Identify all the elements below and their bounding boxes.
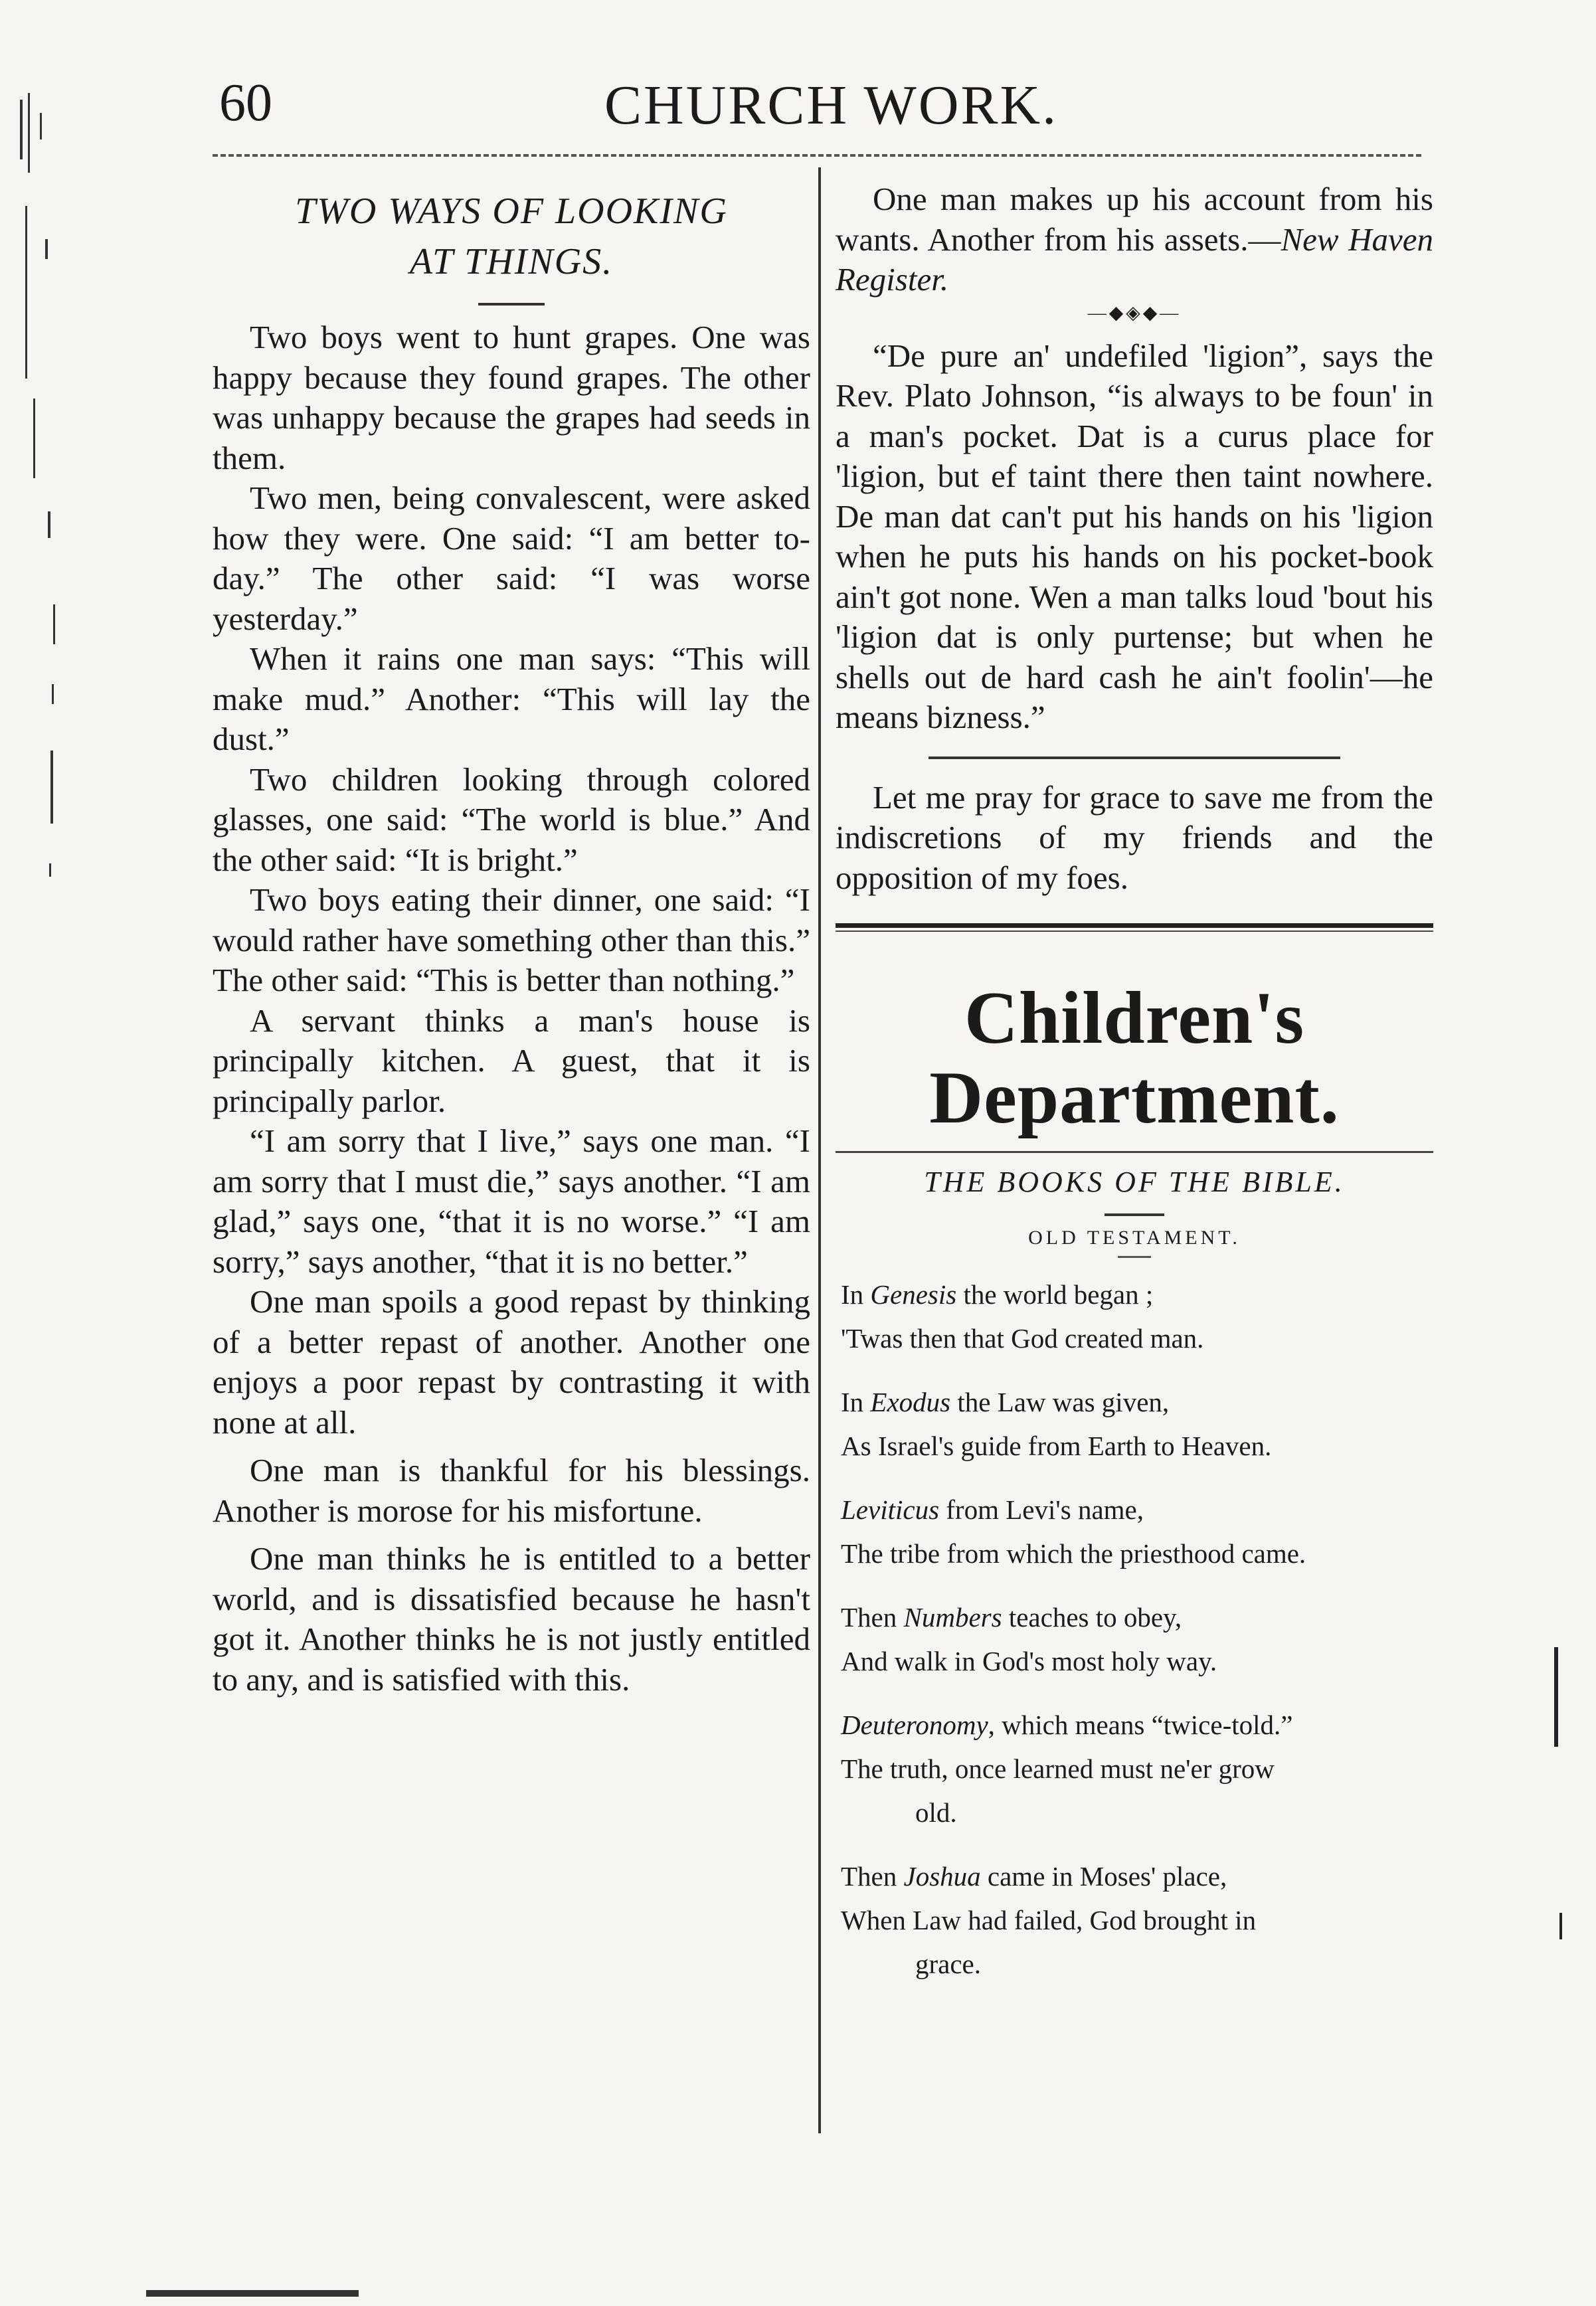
column-divider	[818, 167, 821, 2133]
bottom-edge-mark	[146, 2290, 359, 2297]
margin-mark	[1559, 1913, 1562, 1939]
journal-title: CHURCH WORK.	[604, 74, 1059, 136]
paragraph-rain: When it rains one man says: “This will make mud.” Another: “This will lay the dust.”	[213, 640, 810, 757]
right-column	[836, 179, 1433, 2006]
book-leviticus: Leviticus	[841, 1494, 940, 1525]
paragraph-servant: A servant thinks a man's house is principally kitchen. A guest, that it is principally parlor.	[213, 1002, 810, 1119]
department-title: Children's Department.	[929, 977, 1340, 1139]
article-title-line1: TWO WAYS OF LOOKING	[295, 191, 728, 232]
verse-exodus: In Exodus the Law was given, As Israel's guide from Earth to Heaven.	[841, 1387, 1272, 1461]
paragraph-entitled: One man thinks he is entitled to a better world, and is dissatisfied because he hasn't got it. Another thinks he is not justly entitled to any, and is satisfied with this.	[213, 1540, 810, 1698]
paragraph-glasses: Two children looking through colored glasses, one said: “The world is blue.” And the other said: “It is bright.”	[213, 760, 810, 878]
article-title-line2: AT THINGS.	[409, 241, 614, 282]
article-title	[213, 186, 810, 287]
account-text: One man makes up his account from his wants. Another from his assets.—	[836, 181, 1433, 258]
paragraph-convalescent: Two men, being convalescent, were asked how they were. One said: “I am better to-day.” The other said: “I was worse yesterday.”	[213, 480, 810, 637]
book-deuteronomy: Deuteronomy	[841, 1710, 988, 1740]
page-header	[213, 73, 1441, 146]
verse-genesis: In Genesis the world began ; 'Twas then that God created man.	[841, 1279, 1204, 1354]
books-title: THE BOOKS OF THE BIBLE.	[924, 1166, 1345, 1198]
section-dash	[1118, 1256, 1151, 1258]
paragraph-repast: One man spoils a good repast by thinking of a better repast of another. Another one enjoys a poor repast by contrasting it with none at all.	[213, 1283, 810, 1441]
page-number: 60	[219, 74, 272, 132]
margin-mark	[1554, 1647, 1558, 1747]
verse-deuteronomy: Deuteronomy, which means “twice-told.” The truth, once learned must ne'er grow old.	[841, 1710, 1293, 1828]
book-numbers: Numbers	[903, 1602, 1002, 1633]
religion-quote: “De pure an' undefiled 'ligion”, says the Rev. Plato Johnson, “is always to be foun' in a man's pocket. Dat is a curus place for 'ligion, but ef taint there then taint nowhere. De man dat can't put his hands on his 'ligion when he puts his hands on his pocket-book ain't got none. Wen a man talks loud 'bout his 'ligion dat is only purtense; but when he shells out de hard cash he ain't foolin'—he means bizness.”	[836, 337, 1433, 735]
books-title-rule	[1105, 1213, 1164, 1216]
paragraph-sorry: “I am sorry that I live,” says one man. “I am sorry that I must die,” says another. “I am glad,” says one, “that it is no worse.” “I am sorry,” says another, “that it is no better.”	[213, 1122, 810, 1280]
verse-leviticus: Leviticus from Levi's name, The tribe from which the priesthood came.	[841, 1494, 1306, 1569]
paragraph-grapes: Two boys went to hunt grapes. One was happy because they found grapes. The other was unhappy because the grapes had seeds in them.	[213, 319, 810, 476]
section-rule	[929, 756, 1340, 759]
account-source: New Haven Register.	[836, 221, 1433, 298]
book-joshua: Joshua	[903, 1861, 981, 1892]
book-exodus: Exodus	[870, 1387, 951, 1417]
paragraph-thankful: One man is thankful for his blessings. Another is morose for his misfortune.	[213, 1452, 810, 1529]
left-column	[213, 179, 810, 1700]
title-rule	[478, 303, 545, 306]
account-paragraph	[836, 179, 1433, 300]
verse-numbers: Then Numbers teaches to obey, And walk in God's most holy way.	[841, 1602, 1217, 1676]
verse-joshua: Then Joshua came in Moses' place, When Law had failed, God brought in grace.	[841, 1861, 1257, 1979]
prayer-paragraph: Let me pray for grace to save me from the indiscretions of my friends and the opposition of my foes.	[836, 778, 1433, 896]
book-genesis: Genesis	[870, 1279, 957, 1310]
header-rule	[213, 154, 1421, 157]
binding-edge-marks	[13, 86, 73, 1083]
old-testament-label: OLD TESTAMENT.	[1028, 1227, 1241, 1249]
department-title-rule	[836, 1151, 1433, 1153]
department-rule	[836, 923, 1433, 932]
paragraph-dinner: Two boys eating their dinner, one said: “I would rather have something other than this.” The other said: “This is better than nothing.”	[213, 881, 810, 998]
ornament-divider: —◆◈◆—	[1087, 302, 1182, 323]
